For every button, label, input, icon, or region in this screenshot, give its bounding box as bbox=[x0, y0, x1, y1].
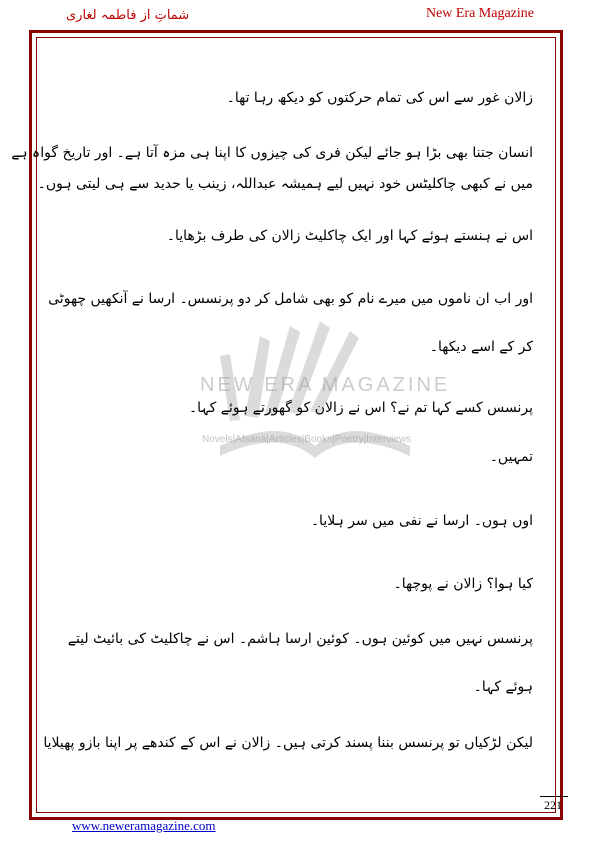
watermark-title: NEW ERA MAGAZINE bbox=[200, 374, 451, 396]
paragraph-line-8: تمہیں۔ bbox=[489, 449, 533, 465]
paragraph-line-12: ہوئے کہا۔ bbox=[473, 679, 533, 695]
paragraph-line-7: پرنسس کسے کہا تم نے؟ اس نے زالان کو گھورتے ہوئے کہا۔ bbox=[188, 400, 533, 416]
paragraph-line-4: اس نے ہنستے ہوئے کہا اور ایک چاکلیٹ زالان کی طرف بڑھایا۔ bbox=[166, 228, 533, 244]
paragraph-line-3: میں نے کبھی چاکلیٹس خود نہیں لیے ہمیشہ عبداللہ، زینب یا حدید سے ہی لیتی ہوں۔ bbox=[37, 176, 533, 192]
paragraph-line-9: اوں ہوں۔ ارسا نے نفی میں سر ہلایا۔ bbox=[310, 513, 533, 529]
page-number-rule bbox=[540, 796, 568, 797]
paragraph-line-5: اور اب ان ناموں میں میرے نام کو بھی شامل کر دو پرنسس۔ ارسا نے آنکھیں چھوٹی bbox=[48, 291, 533, 307]
header-author: شماتِ از فاطمہ لغاری bbox=[66, 8, 190, 23]
paragraph-line-1: زالان غور سے اس کی تمام حرکتوں کو دیکھ رہا تھا۔ bbox=[226, 90, 533, 106]
header-magazine-title: New Era Magazine bbox=[425, 6, 534, 21]
page-number: 221 bbox=[544, 798, 562, 812]
paragraph-line-2: انسان جتنا بھی بڑا ہو جائے لیکن فری کی چیزوں کا اپنا ہی مزہ آتا ہے۔ اور تاریخ گواہ ہے bbox=[11, 145, 533, 161]
paragraph-line-6: کر کے اسے دیکھا۔ bbox=[429, 339, 533, 355]
paragraph-line-10: کیا ہوا؟ زالان نے پوچھا۔ bbox=[393, 576, 533, 592]
footer-website-link[interactable]: www.neweramagazine.com bbox=[72, 818, 216, 833]
paragraph-line-13: لیکن لڑکیاں تو پرنسس بننا پسند کرتی ہیں۔ زالان نے اس کے کندھے پر اپنا بازو پھیلایا bbox=[43, 735, 533, 751]
paragraph-line-11: پرنسس نہیں میں کوئین ہوں۔ کوئین ارسا ہاشم۔ اس نے چاکلیٹ کی بائیٹ لیتے bbox=[67, 631, 533, 647]
watermark-subtitle: Novels|Afsana|Articles|Books|Poetry|Interviews bbox=[202, 434, 412, 445]
